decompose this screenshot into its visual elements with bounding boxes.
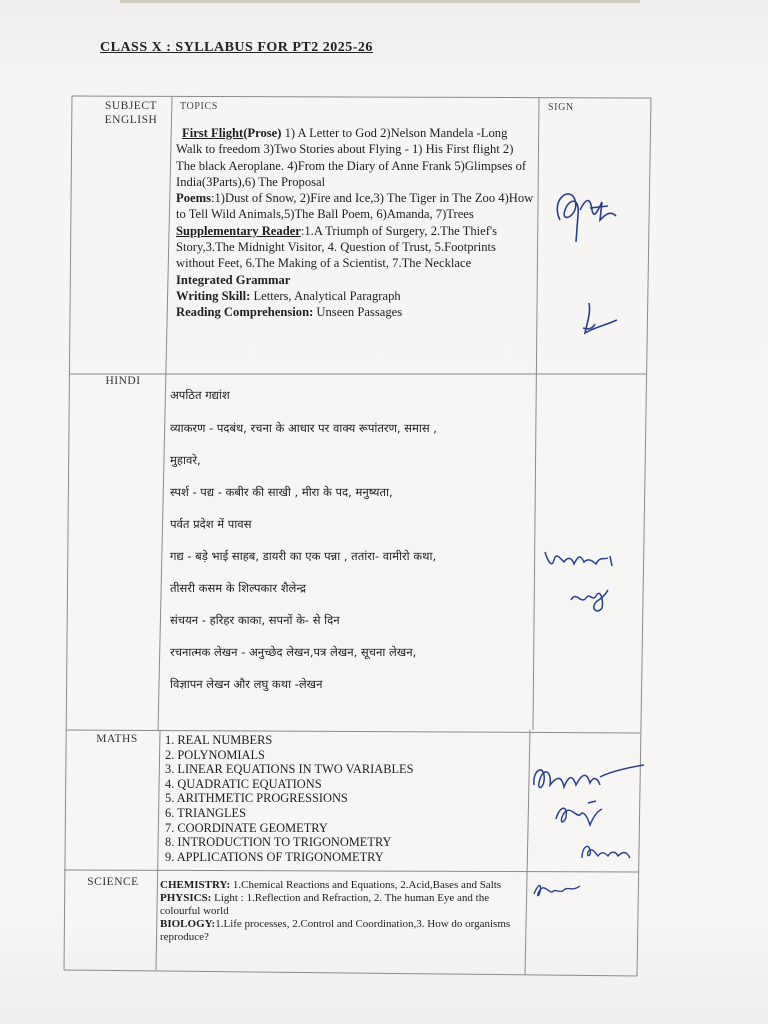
chemistry-topics: 1.Chemical Reactions and Equations, 2.Acid,Bases and Salts	[230, 879, 502, 891]
supplementary-reader-heading: Supplementary Reader	[176, 223, 301, 238]
maths-item: 9. APPLICATIONS OF TRIGONOMETRY	[165, 849, 384, 864]
hindi-line-9: रचनात्मक लेखन - अनुच्छेद लेखन,पत्र लेखन, सूचना लेखन,	[170, 645, 417, 659]
physics-topics: Light : 1.Reflection and Refraction, 2. The human Eye and the colourful world	[160, 892, 490, 917]
hindi-line-1: अपठित गद्यांश	[170, 388, 230, 402]
subject-hindi: HINDI	[105, 375, 141, 387]
writing-skill-heading: Writing Skill:	[176, 288, 251, 303]
poems-heading: Poems	[176, 191, 211, 206]
subject-english: ENGLISH	[104, 114, 158, 126]
hindi-line-10: विज्ञापन लेखन और लघु कथा -लेखन	[170, 677, 323, 691]
physics-heading: PHYSICS:	[160, 892, 212, 904]
reading-comprehension-text: Unseen Passages	[313, 305, 403, 320]
subject-column-header: SUBJECT	[104, 100, 158, 112]
writing-skill-text: Letters, Analytical Paragraph	[250, 288, 401, 303]
maths-item: 8. INTRODUCTION TO TRIGONOMETRY	[165, 835, 392, 850]
hindi-line-3: मुहावरे,	[170, 453, 201, 467]
chemistry-heading: CHEMISTRY:	[160, 879, 231, 891]
topics-column-header: TOPICS	[180, 101, 218, 112]
hindi-line-2: व्याकरण - पदबंध, रचना के आधार पर वाक्य रूपांतरण, समास ,	[170, 421, 437, 435]
maths-topics	[165, 733, 525, 864]
maths-item: 2. POLYNOMIALS	[165, 747, 265, 762]
maths-signature-2	[550, 795, 610, 830]
supplementary-reader-list: :1.A Triumph of Surgery, 2.The Thief's Story,3.The Midnight Visitor, 4. Question of Trust, 5.Footprints without Feet, 6.The Making of a Scientist, 7.The Necklace	[176, 223, 498, 271]
poems-list: :1)Dust of Snow, 2)Fire and Ice,3) The Tiger in The Zoo 4)How to Tell Wild Animals,5)The Ball Poem, 6)Amanda, 7)Trees	[176, 191, 534, 222]
integrated-grammar-heading: Integrated Grammar	[176, 272, 291, 287]
biology-heading: BIOLOGY:	[160, 918, 216, 930]
hindi-line-8: संचयन - हरिहर काका, सपनों के- से दिन	[170, 613, 340, 627]
english-topics	[176, 125, 534, 321]
first-flight-chapters: 1) A Letter to God 2)Nelson Mandela -Long Walk to freedom 3)Two Stories about Flying - 1) His First flight 2) The black Aeroplane. 4)From the Diary of Anne Frank 5)Glimpses of India(3Parts),6) The Proposal	[176, 126, 527, 189]
first-flight-tag: (Prose)	[243, 126, 282, 140]
maths-signature-3	[578, 836, 633, 864]
maths-item: 1. REAL NUMBERS	[165, 733, 273, 747]
maths-item: 3. LINEAR EQUATIONS IN TWO VARIABLES	[165, 762, 414, 777]
first-flight-heading: First Flight	[182, 126, 244, 140]
maths-item: 4. QUADRATIC EQUATIONS	[165, 776, 322, 791]
reading-comprehension-heading: Reading Comprehension:	[176, 305, 314, 320]
subject-science: SCIENCE	[87, 876, 139, 888]
page-title: CLASS X : SYLLABUS FOR PT2 2025-26	[100, 40, 373, 55]
sign-column-header: SIGN	[548, 102, 574, 113]
hindi-line-5: पर्वत प्रदेश में पावस	[170, 517, 252, 531]
science-signature	[530, 876, 585, 904]
hindi-line-6: गद्य - बड़े भाई साहब, डायरी का एक पन्ना , ततांरा- वामीरो कथा,	[170, 549, 437, 563]
maths-signature-1	[528, 755, 648, 800]
hindi-signature-2	[566, 580, 616, 620]
subject-maths: MATHS	[96, 733, 138, 745]
hindi-line-7: तीसरी कसम के शिल्पकार शैलेन्द्र	[170, 581, 306, 595]
maths-item: 5. ARITHMETIC PROGRESSIONS	[165, 791, 348, 806]
hindi-line-4: स्पर्श - पद्य - कबीर की साखी , मीरा के पद, मनुष्यता,	[170, 485, 393, 499]
maths-item: 7. COORDINATE GEOMETRY	[165, 820, 328, 835]
english-signature-2	[575, 298, 625, 343]
top-edge-line	[120, 0, 640, 3]
maths-item: 6. TRIANGLES	[165, 805, 246, 820]
science-topics	[160, 879, 520, 944]
hindi-signature-1	[540, 540, 620, 575]
english-signature-1	[550, 180, 630, 250]
biology-topics: 1.Life processes, 2.Control and Coordination,3. How do organisms reproduce?	[160, 918, 511, 943]
